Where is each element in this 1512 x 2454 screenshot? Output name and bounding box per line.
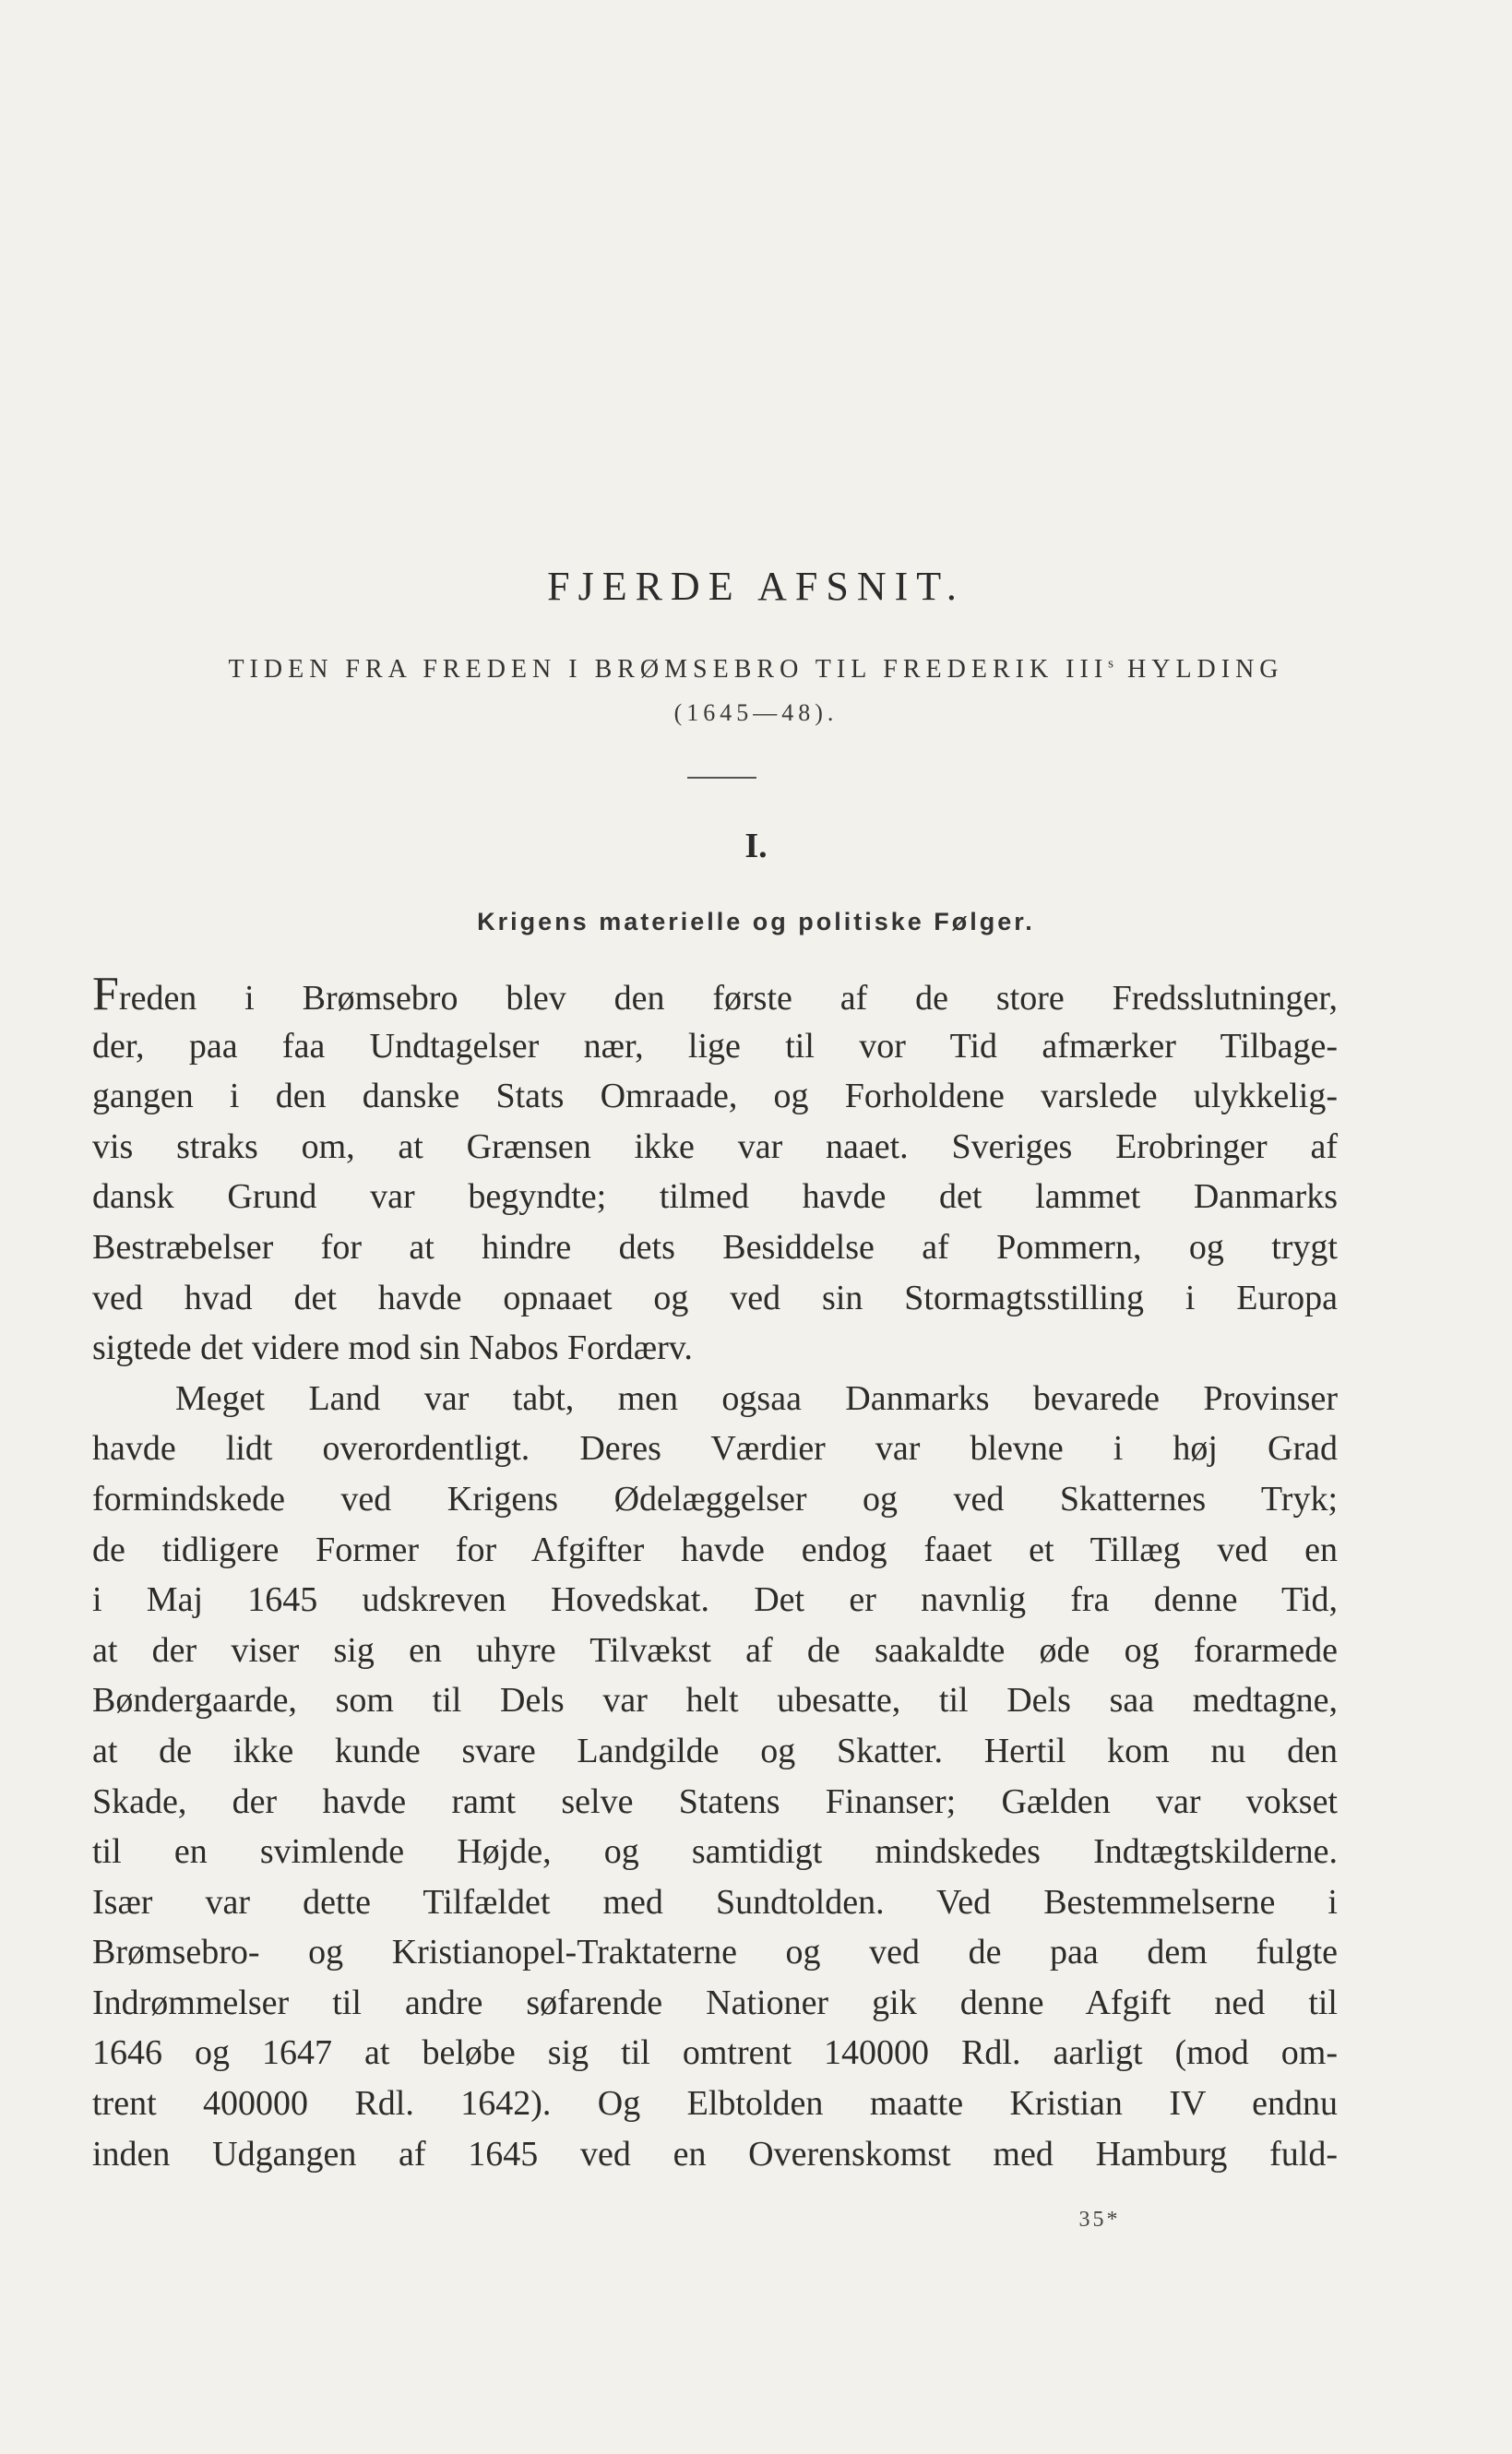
chapter-title: Krigens materielle og politiske Følger. <box>477 908 1035 935</box>
text-line: inden Udgangen af 1645 ved en Overenskomst med Hamburg fuld- <box>92 2134 1338 2174</box>
drop-cap: F <box>92 968 119 1020</box>
text-line: gangen i den danske Stats Omraade, og Forholdene varslede ulykkelig- <box>92 1077 1338 1116</box>
text-line: Brømsebro- og Kristianopel-Traktaterne og ved de paa dem fulgte <box>92 1933 1338 1972</box>
paragraph <box>92 968 1338 1374</box>
text-line: til en svimlende Højde, og samtidigt mindskedes Indtægtskilderne. <box>92 1832 1338 1872</box>
subtitle-superscript: s <box>1108 656 1115 672</box>
chapter-number: I. <box>744 827 768 865</box>
text-line: vis straks om, at Grænsen ikke var naaet. Sveriges Erobringer af <box>92 1126 1338 1166</box>
section-dates: (1645—48). <box>673 699 839 726</box>
text-line: Især var dette Tilfældet med Sundtolden. Ved Bestemmelserne i <box>92 1882 1338 1922</box>
paragraph <box>92 1374 1338 2180</box>
text-line: havde lidt overordentligt. Deres Værdier var blevne i høj Grad <box>92 1429 1338 1469</box>
text-line: Meget Land var tabt, men ogsaa Danmarks bevarede Provinser <box>175 1378 1338 1418</box>
body-text <box>92 968 1338 2179</box>
text-line: trent 400000 Rdl. 1642). Og Elbtolden maatte Kristian IV endnu <box>92 2084 1338 2124</box>
text-line: at de ikke kunde svare Landgilde og Skatter. Hertil kom nu den <box>92 1731 1338 1770</box>
section-divider <box>687 777 756 779</box>
section-subtitle <box>0 655 1512 685</box>
page-signature: 35* <box>1078 2208 1121 2232</box>
subtitle-main: TIDEN FRA FREDEN I BRØMSEBRO TIL FREDERIK III <box>228 655 1109 684</box>
text-line: i Maj 1645 udskreven Hovedskat. Det er navnlig fra denne Tid, <box>92 1580 1338 1620</box>
text-line: at der viser sig en uhyre Tilvækst af de saakaldte øde og forarmede <box>92 1630 1338 1670</box>
text-line: Skade, der havde ramt selve Statens Finanser; Gælden var vokset <box>92 1781 1338 1821</box>
text-line: formindskede ved Krigens Ødelæggelser og ved Skatternes Tryk; <box>92 1479 1338 1519</box>
text-line: Indrømmelser til andre søfarende Nationer gik denne Afgift ned til <box>92 1983 1338 2022</box>
subtitle-end: HYLDING <box>1115 655 1284 684</box>
text-line: der, paa faa Undtagelser nær, lige til vor Tid afmærker Tilbage- <box>92 1026 1338 1066</box>
text-line: dansk Grund var begyndte; tilmed havde det lammet Danmarks <box>92 1177 1338 1217</box>
section-title: FJERDE AFSNIT. <box>547 564 965 609</box>
text-line: Freden i Brømsebro blev den første af de store Fredsslutninger, <box>92 968 1338 1020</box>
text-line: Bestræbelser for at hindre dets Besiddelse af Pommern, og trygt <box>92 1227 1338 1267</box>
text-line: 1646 og 1647 at beløbe sig til omtrent 140000 Rdl. aarligt (mod om- <box>92 2033 1338 2073</box>
text-line: ved hvad det havde opnaaet og ved sin Stormagtsstilling i Europa <box>92 1278 1338 1317</box>
text-line: sigtede det videre mod sin Nabos Fordærv. <box>92 1328 693 1368</box>
text-line: Bøndergaarde, som til Dels var helt ubesatte, til Dels saa medtagne, <box>92 1681 1338 1721</box>
text-line: de tidligere Former for Afgifter havde endog faaet et Tillæg ved en <box>92 1530 1338 1569</box>
